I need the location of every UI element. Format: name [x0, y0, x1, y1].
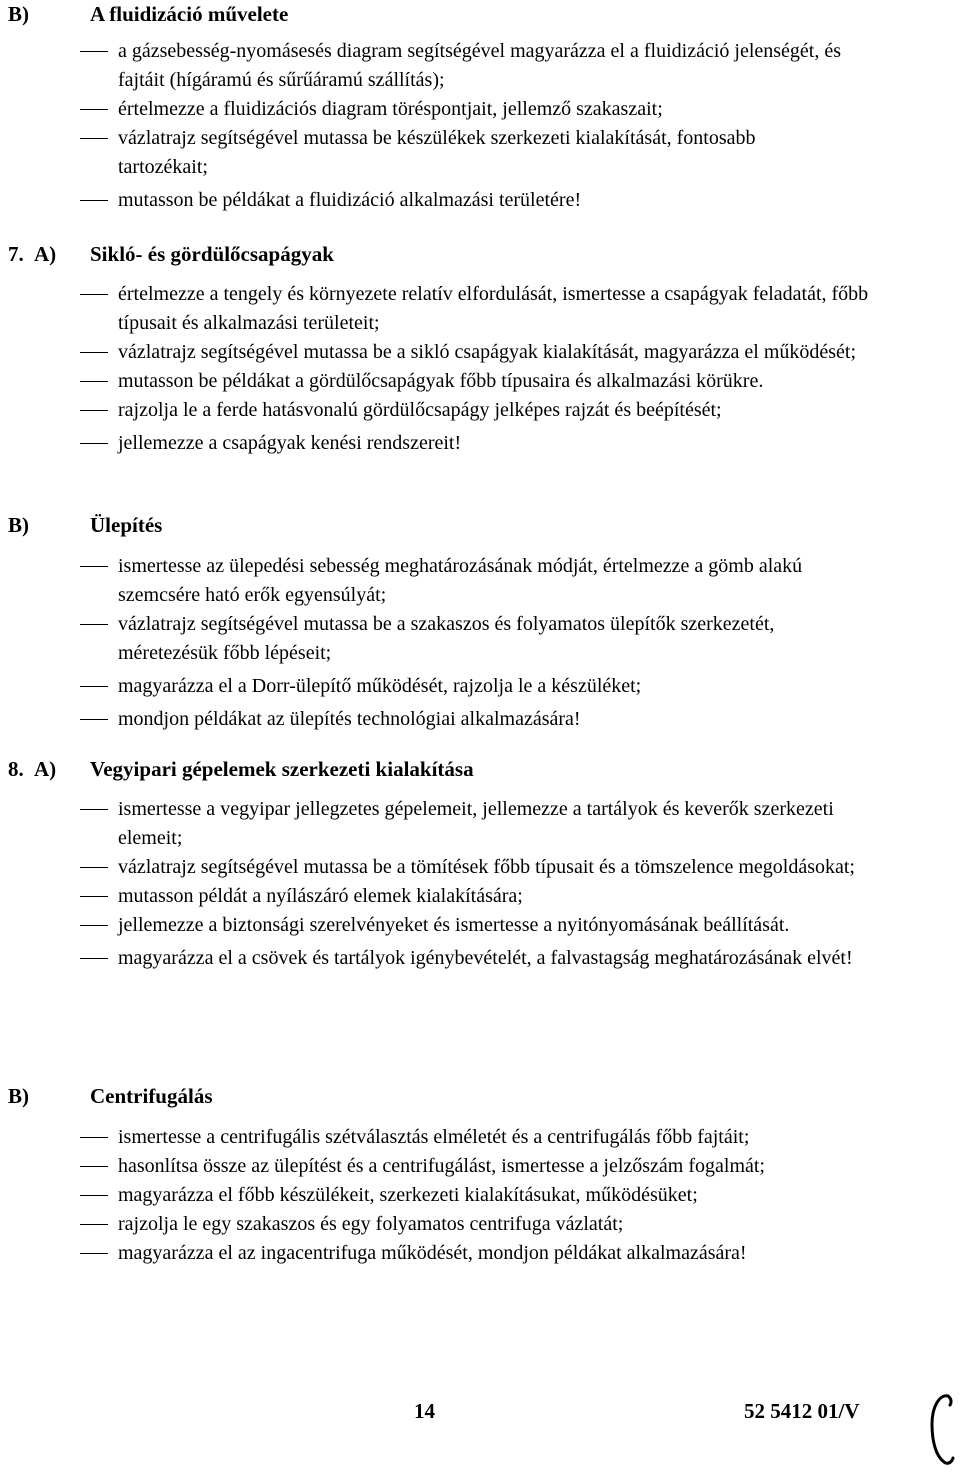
- list-item: mutasson be példákat a gördülőcsapágyak főbb típusaira és alkalmazási körükre.: [80, 367, 880, 396]
- dash-bullet: [80, 443, 108, 444]
- list-item: magyarázza el a Dorr-ülepítő működését, rajzolja le a készüléket;: [80, 672, 880, 701]
- list-item: mutasson be példákat a fluidizáció alkalmazási területére!: [80, 186, 870, 215]
- list-item: jellemezze a csapágyak kenési rendszereit!: [80, 429, 880, 458]
- section-prefix: A): [34, 242, 57, 266]
- dash-bullet: [80, 867, 108, 868]
- dash-bullet: [80, 200, 108, 201]
- dash-bullet: [80, 686, 108, 687]
- bullet-list: [80, 1123, 880, 1268]
- dash-bullet: [80, 958, 108, 959]
- section-title: A fluidizáció művelete: [90, 2, 289, 26]
- section-number: 8.: [8, 757, 24, 781]
- dash-bullet: [80, 352, 108, 353]
- dash-bullet: [80, 624, 108, 625]
- list-item: értelmezze a tengely és környezete relatív elfordulását, ismertesse a csapágyak feladatát, főbb típusait és alkalmazási területeit;: [80, 280, 880, 338]
- dash-bullet: [80, 138, 108, 139]
- dash-bullet: [80, 51, 108, 52]
- bullet-list: [80, 795, 880, 973]
- dash-bullet: [80, 381, 108, 382]
- list-item: mondjon példákat az ülepítés technológiai alkalmazására!: [80, 705, 880, 734]
- dash-bullet: [80, 1253, 108, 1254]
- list-item: vázlatrajz segítségével mutassa be készülékek szerkezeti kialakítását, fontosabb tartozékait;: [80, 124, 818, 182]
- dash-bullet: [80, 925, 108, 926]
- list-item: a gázsebesség-nyomásesés diagram segítségével magyarázza el a fluidizáció jelenségét, és fajtáit (hígáramú és sűrűáramú szállítás);: [80, 37, 870, 95]
- page-number: 14: [414, 1399, 435, 1423]
- list-item: rajzolja le a ferde hatásvonalú gördülőcsapágy jelképes rajzát és beépítését;: [80, 396, 880, 425]
- section-prefix: B): [8, 2, 29, 26]
- section-title: Centrifugálás: [90, 1084, 213, 1108]
- dash-bullet: [80, 1166, 108, 1167]
- list-item: vázlatrajz segítségével mutassa be a tömítések főbb típusait és a tömszelence megoldásokat;: [80, 853, 878, 882]
- bullet-list: [80, 280, 880, 458]
- dash-bullet: [80, 410, 108, 411]
- dash-bullet: [80, 809, 108, 810]
- bullet-list: [80, 552, 880, 734]
- list-item: ismertesse a centrifugális szétválasztás elméletét és a centrifugálás főbb fajtáit;: [80, 1123, 880, 1152]
- list-item: hasonlítsa össze az ülepítést és a centrifugálást, ismertesse a jelzőszám fogalmát;: [80, 1152, 878, 1181]
- list-item: mutasson példát a nyílászáró elemek kialakítására;: [80, 882, 880, 911]
- dash-bullet: [80, 896, 108, 897]
- section-prefix: B): [8, 513, 29, 537]
- section-title: Sikló- és gördülőcsapágyak: [90, 242, 334, 266]
- section-number: 7.: [8, 242, 24, 266]
- dash-bullet: [80, 566, 108, 567]
- list-item: magyarázza el az ingacentrifuga működését, mondjon példákat alkalmazására!: [80, 1239, 880, 1268]
- list-item: értelmezze a fluidizációs diagram töréspontjait, jellemző szakaszait;: [80, 95, 870, 124]
- dash-bullet: [80, 294, 108, 295]
- dash-bullet: [80, 1224, 108, 1225]
- document-code: 52 5412 01/V: [744, 1399, 860, 1423]
- list-item: ismertesse a vegyipar jellegzetes gépelemeit, jellemezze a tartályok és keverők szerkezeti elemeit;: [80, 795, 880, 853]
- list-item: magyarázza el főbb készülékeit, szerkezeti kialakításukat, működésüket;: [80, 1181, 880, 1210]
- dash-bullet: [80, 109, 108, 110]
- list-item: rajzolja le egy szakaszos és egy folyamatos centrifuga vázlatát;: [80, 1210, 880, 1239]
- dash-bullet: [80, 1195, 108, 1196]
- handwritten-mark-icon: [918, 1388, 958, 1472]
- list-item: vázlatrajz segítségével mutassa be a sikló csapágyak kialakítását, magyarázza el működését;: [80, 338, 868, 367]
- dash-bullet: [80, 719, 108, 720]
- list-item: ismertesse az ülepedési sebesség meghatározásának módját, értelmezze a gömb alakú szemcsére ható erők egyensúlyát;: [80, 552, 880, 610]
- section-prefix: B): [8, 1084, 29, 1108]
- section-title: Vegyipari gépelemek szerkezeti kialakítása: [90, 757, 474, 781]
- list-item: vázlatrajz segítségével mutassa be a szakaszos és folyamatos ülepítők szerkezetét, méretezésük főbb lépéseit;: [80, 610, 873, 668]
- list-item: jellemezze a biztonsági szerelvényeket és ismertesse a nyitónyomásának beállítását.: [80, 911, 888, 940]
- bullet-list: [80, 37, 870, 215]
- section-title: Ülepítés: [90, 513, 163, 537]
- section-prefix: A): [34, 757, 57, 781]
- dash-bullet: [80, 1137, 108, 1138]
- list-item: magyarázza el a csövek és tartályok igénybevételét, a falvastagság meghatározásának elvét!: [80, 944, 883, 973]
